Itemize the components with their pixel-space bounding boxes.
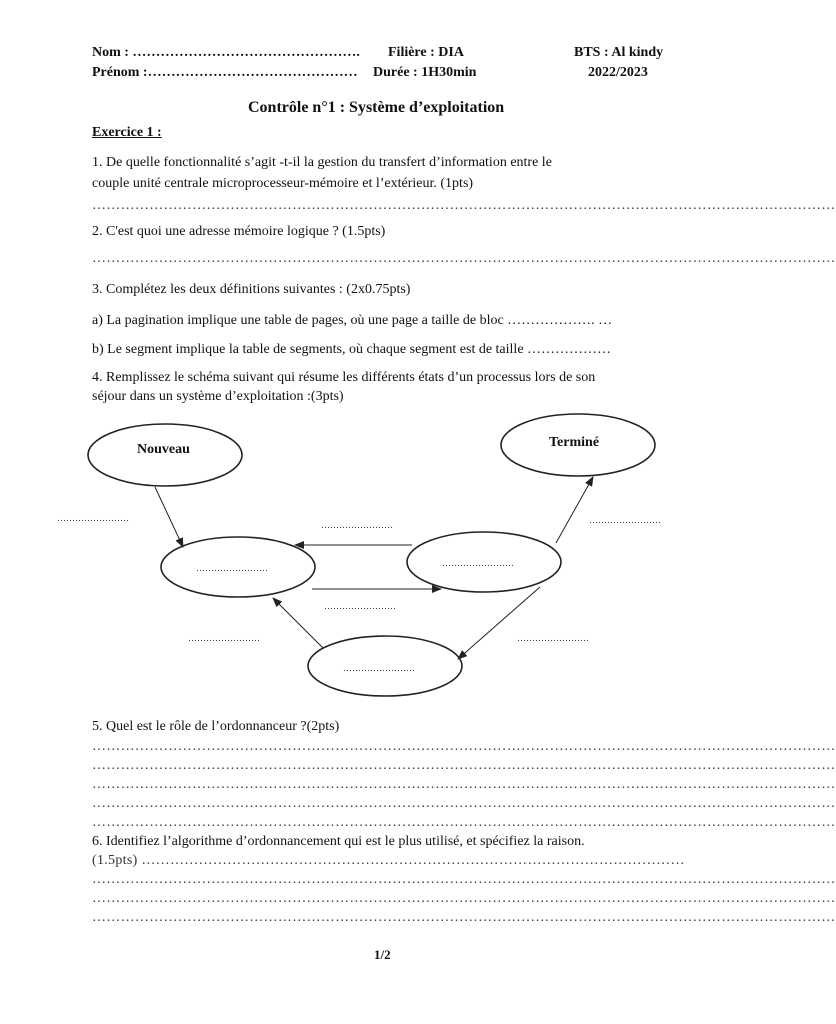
answer-line[interactable]: ………………………………………………………………………………………………………………………………………… (92, 796, 836, 811)
question-2: 2. C'est quoi une adresse mémoire logique ? (1.5pts) (92, 224, 386, 239)
header-annee: 2022/2023 (588, 65, 648, 80)
header-filiere: Filière : DIA (388, 45, 464, 60)
state-blank[interactable]: …………………… (442, 558, 514, 568)
arrow-bottom-to-left (273, 598, 323, 648)
transition-blank[interactable]: …………………… (188, 633, 260, 643)
question-3b: b) Le segment implique la table de segments, où chaque segment est de taille ……………… (92, 342, 612, 357)
answer-line[interactable]: ………………………………………………………………………………………………………………………………………… (92, 251, 836, 266)
question-6-line-2[interactable]: (1.5pts) …………………………………………………………………………………………………… (92, 853, 685, 868)
question-1-line-2: couple unité centrale microprocesseur-mémoire et l’extérieur. (1pts) (92, 176, 474, 191)
arrow-right-to-bottom (458, 587, 540, 659)
transition-blank[interactable]: …………………… (57, 513, 129, 523)
state-nouveau-label: Nouveau (137, 442, 190, 457)
state-blank[interactable]: …………………… (196, 563, 268, 573)
question-6-line-1: 6. Identifiez l’algorithme d’ordonnancement qui est le plus utilisé, et spécifiez la raison. (92, 834, 585, 849)
answer-line[interactable]: ………………………………………………………………………………………………………………………………………… (92, 758, 836, 773)
header-bts: BTS : Al kindy (574, 45, 664, 60)
page-number: 1/2 (374, 947, 391, 962)
transition-blank[interactable]: …………………… (517, 633, 589, 643)
question-3: 3. Complétez les deux définitions suivantes : (2x0.75pts) (92, 282, 411, 297)
header-nom: Nom : …………………………………………. (92, 45, 360, 60)
question-4-line-2: séjour dans un système d’exploitation :(3pts) (92, 389, 344, 404)
header-duree: Durée : 1H30min (373, 65, 477, 80)
arrow-nouveau-to-left (155, 487, 183, 547)
answer-line[interactable]: ………………………………………………………………………………………………………………………………………… (92, 739, 836, 754)
exercise-label: Exercice 1 : (92, 125, 162, 140)
answer-line[interactable]: ………………………………………………………………………………………………………………………………………… (92, 910, 836, 925)
question-5: 5. Quel est le rôle de l’ordonnanceur ?(2pts) (92, 719, 340, 734)
transition-blank[interactable]: …………………… (321, 520, 393, 530)
answer-line[interactable]: ………………………………………………………………………………………………………………………………………… (92, 198, 836, 213)
state-blank[interactable]: …………………… (343, 663, 415, 673)
answer-line[interactable]: ………………………………………………………………………………………………………………………………………… (92, 872, 836, 887)
answer-line[interactable]: ………………………………………………………………………………………………………………………………………… (92, 815, 836, 830)
page-title: Contrôle n°1 : Système d’exploitation (248, 99, 505, 116)
transition-blank[interactable]: …………………… (324, 601, 396, 611)
state-termine-label: Terminé (549, 435, 600, 450)
header-prenom: Prénom :……………………………………… (92, 65, 358, 80)
arrow-right-to-termine (556, 477, 593, 543)
question-4-line-1: 4. Remplissez le schéma suivant qui résume les différents états d’un processus lors de son (92, 370, 596, 385)
answer-line[interactable]: ………………………………………………………………………………………………………………………………………… (92, 777, 836, 792)
question-1-line-1: 1. De quelle fonctionnalité s’agit -t-il la gestion du transfert d’information entre le (92, 155, 552, 170)
question-3a: a) La pagination implique une table de pages, où une page a taille de bloc ………………. … (92, 313, 613, 328)
transition-blank[interactable]: …………………… (589, 515, 661, 525)
answer-line[interactable]: ………………………………………………………………………………………………………………………………………… (92, 891, 836, 906)
